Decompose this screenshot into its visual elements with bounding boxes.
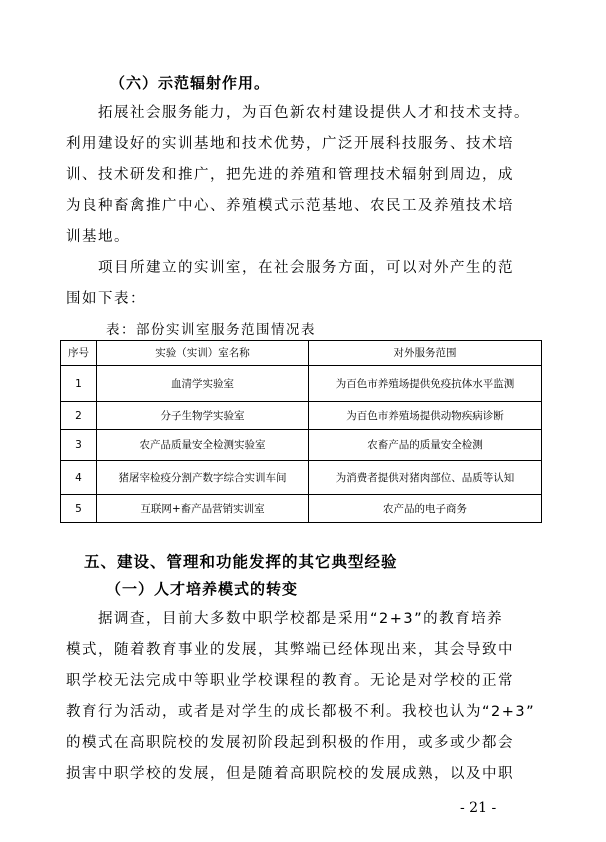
cell-service-scope: 农畜产品的质量安全检测: [309, 430, 542, 461]
text-line: 的模式在高职院校的发展初阶段起到积极的作用，或多或少都会: [66, 735, 514, 751]
text-line: 训、技术研发和推广，把先进的养殖和管理技术辐射到周边，成: [66, 167, 514, 183]
text-line: 模式，随着教育事业的发展，其弊端已经体现出来，其会导致中: [66, 642, 514, 658]
header-service-scope: 对外服务范围: [309, 341, 542, 366]
paragraph-table-intro: [66, 253, 540, 315]
text-line: 拓展社会服务能力，为百色新农村建设提供人才和技术支持。: [98, 105, 530, 121]
header-number: 序号: [61, 341, 97, 366]
section-heading-demonstration: （六）示范辐射作用。: [110, 74, 271, 92]
table-header-row: [61, 341, 542, 366]
cell-lab-name: 分子生物学实验室: [97, 402, 309, 430]
page-number: - 21 -: [460, 800, 497, 816]
table-row: [61, 461, 542, 495]
cell-number: 4: [61, 461, 97, 495]
table-row: [61, 402, 542, 430]
cell-lab-name: 猪屠宰检疫分割产数字综合实训车间: [97, 461, 309, 495]
text-line: 项目所建立的实训室，在社会服务方面，可以对外产生的范: [98, 260, 514, 276]
text-line: 损害中职学校的发展，但是随着高职院校的发展成熟，以及中职: [66, 766, 514, 782]
service-scope-table: [60, 340, 542, 523]
subsection-heading-talent-training: （一）人才培养模式的转变: [106, 580, 299, 598]
paragraph-training-model: [66, 604, 540, 790]
header-lab-name: 实验（实训）室名称: [97, 341, 309, 366]
text-line: 利用建设好的实训基地和技术优势，广泛开展科技服务、技术培: [66, 136, 514, 152]
cell-service-scope: 为百色市养殖场提供动物疾病诊断: [309, 402, 542, 430]
text-line: 教育行为活动，或者是对学生的成长都极不利。我校也认为“2+3”: [66, 704, 536, 720]
table-row: [61, 430, 542, 461]
text-line: 训基地。: [66, 229, 130, 245]
cell-service-scope: 农产品的电子商务: [309, 495, 542, 523]
table-row: [61, 495, 542, 523]
text-line: 为良种畜禽推广中心、养殖模式示范基地、农民工及养殖技术培: [66, 198, 514, 214]
cell-lab-name: 农产品质量安全检测实验室: [97, 430, 309, 461]
cell-number: 2: [61, 402, 97, 430]
text-line: 职学校无法完成中等职业学校课程的教育。无论是对学校的正常: [66, 673, 514, 689]
cell-service-scope: 为消费者提供对猪肉部位、品质等认知: [309, 461, 542, 495]
text-line: 据调查，目前大多数中职学校都是采用“2+3”的教育培养: [98, 611, 504, 627]
table-caption: 表：部份实训室服务范围情况表: [106, 322, 316, 338]
cell-number: 1: [61, 366, 97, 402]
cell-service-scope: 为百色市养殖场提供免疫抗体水平监测: [309, 366, 542, 402]
cell-number: 3: [61, 430, 97, 461]
table-row: [61, 366, 542, 402]
cell-number: 5: [61, 495, 97, 523]
paragraph-social-service: [66, 98, 540, 253]
text-line: 围如下表：: [66, 291, 146, 307]
cell-lab-name: 互联网+畜产品营销实训室: [97, 495, 309, 523]
cell-lab-name: 血清学实验室: [97, 366, 309, 402]
section-heading-typical-experience: 五、建设、管理和功能发挥的其它典型经验: [84, 553, 398, 571]
